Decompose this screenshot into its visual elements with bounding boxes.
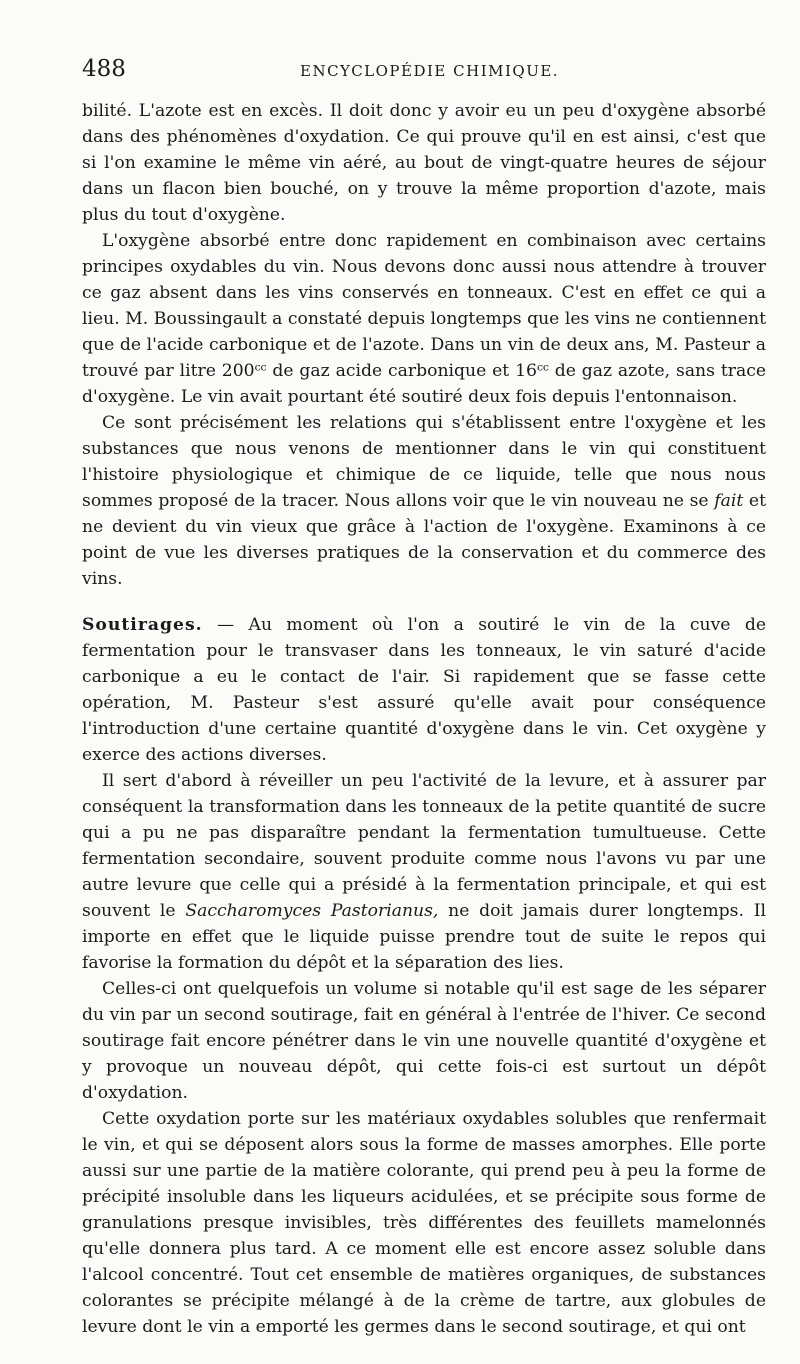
paragraph-4-text: — Au moment où l'on a soutiré le vin de la cuve de fermentation pour le transvaser dans les tonneaux, le vin saturé d'acide carbonique a eu le contact de l'air. Si rapidement que se fasse cette opération, M. Pasteur s'est assuré qu'elle avait pour conséquence l'introduction d'une certaine quantité d'oxygène dans le vin. Cet oxygène y exerce des actions diverses.	[82, 615, 766, 765]
section-heading-soutirages: Soutirages.	[82, 615, 203, 635]
page-number: 488	[82, 56, 126, 82]
paragraph-4-soutirages	[82, 612, 766, 768]
paragraph-3-text-a: Ce sont précisément les relations qui s'établissent entre l'oxygène et les substances que nous venons de mentionner dans le vin qui constituent l'histoire physiologique et chimique de ce liquide, telle que nous nous sommes proposé de la tracer. Nous allons voir que le vin nouveau ne se	[82, 413, 766, 511]
paragraph-5-text-a: Il sert d'abord à réveiller un peu l'activité de la levure, et à assurer par conséquent la transformation dans les tonneaux de la petite quantité de sucre qui a pu ne pas disparaître pendant la fermentation tumultueuse. Cette fermentation secondaire, souvent produite comme nous l'avons vu par une autre levure que celle qui a présidé à la fermentation principale, et qui est souvent le	[82, 771, 766, 921]
paragraph-2: L'oxygène absorbé entre donc rapidement en combinaison avec certains principes oxydables du vin. Nous devons donc aussi nous attendre à trouver ce gaz absent dans les vins conservés en tonneaux. C'est en effet ce qui a lieu. M. Boussingault a constaté depuis longtemps que les vins ne contiennent que de l'acide carbonique et de l'azote. Dans un vin de deux ans, M. Pasteur a trouvé par litre 200ᶜᶜ de gaz acide carbonique et 16ᶜᶜ de gaz azote, sans trace d'oxygène. Le vin avait pourtant été soutiré deux fois depuis l'entonnaison.	[82, 231, 766, 407]
paragraph-3-italic-fait: fait	[714, 491, 744, 511]
paragraph-3	[82, 410, 766, 592]
paragraph-5-italic-species: Saccharomyces Pastorianus,	[185, 901, 439, 921]
body-text	[82, 98, 766, 1340]
paragraph-7: Cette oxydation porte sur les matériaux oxydables solubles que renfermait le vin, et qui se déposent alors sous la forme de masses amorphes. Elle porte aussi sur une partie de la matière colorante, qui prend peu à peu la forme de précipité insoluble dans les liqueurs acidulées, et se précipite sous forme de granulations presque invisibles, très différentes des feuillets mamelonnés qu'elle donnera plus tard. A ce moment elle est encore assez soluble dans l'alcool concentré. Tout cet ensemble de matières organiques, de substances colorantes se précipite mélangé à de la crème de tartre, aux globules de levure dont le vin a emporté les germes dans le second soutirage, et qui ont	[82, 1109, 766, 1337]
paragraph-6: Celles-ci ont quelquefois un volume si notable qu'il est sage de les séparer du vin par un second soutirage, fait en général à l'entrée de l'hiver. Ce second soutirage fait encore pénétrer dans le vin une nouvelle quantité d'oxygène et y provoque un nouveau dépôt, qui cette fois-ci est surtout un dépôt d'oxydation.	[82, 979, 766, 1103]
running-title: ENCYCLOPÉDIE CHIMIQUE.	[300, 62, 560, 80]
running-header	[82, 52, 782, 86]
paragraph-5	[82, 768, 766, 976]
paragraph-3-text-b: et ne devient du vin vieux que grâce à l'action de l'oxygène. Examinons à ce point de vue les diverses pratiques de la conservation et du commerce des vins.	[82, 491, 766, 589]
paragraph-1: bilité. L'azote est en excès. Il doit donc y avoir eu un peu d'oxygène absorbé dans des phénomènes d'oxydation. Ce qui prouve qu'il en est ainsi, c'est que si l'on examine le même vin aéré, au bout de vingt-quatre heures de séjour dans un flacon bien bouché, on y trouve la même proportion d'azote, mais plus du tout d'oxygène.	[82, 101, 766, 225]
paragraph-5-text-b: ne doit jamais durer longtemps. Il importe en effet que le liquide puisse prendre tout de suite le repos qui favorise la formation du dépôt et la séparation des lies.	[82, 901, 766, 973]
